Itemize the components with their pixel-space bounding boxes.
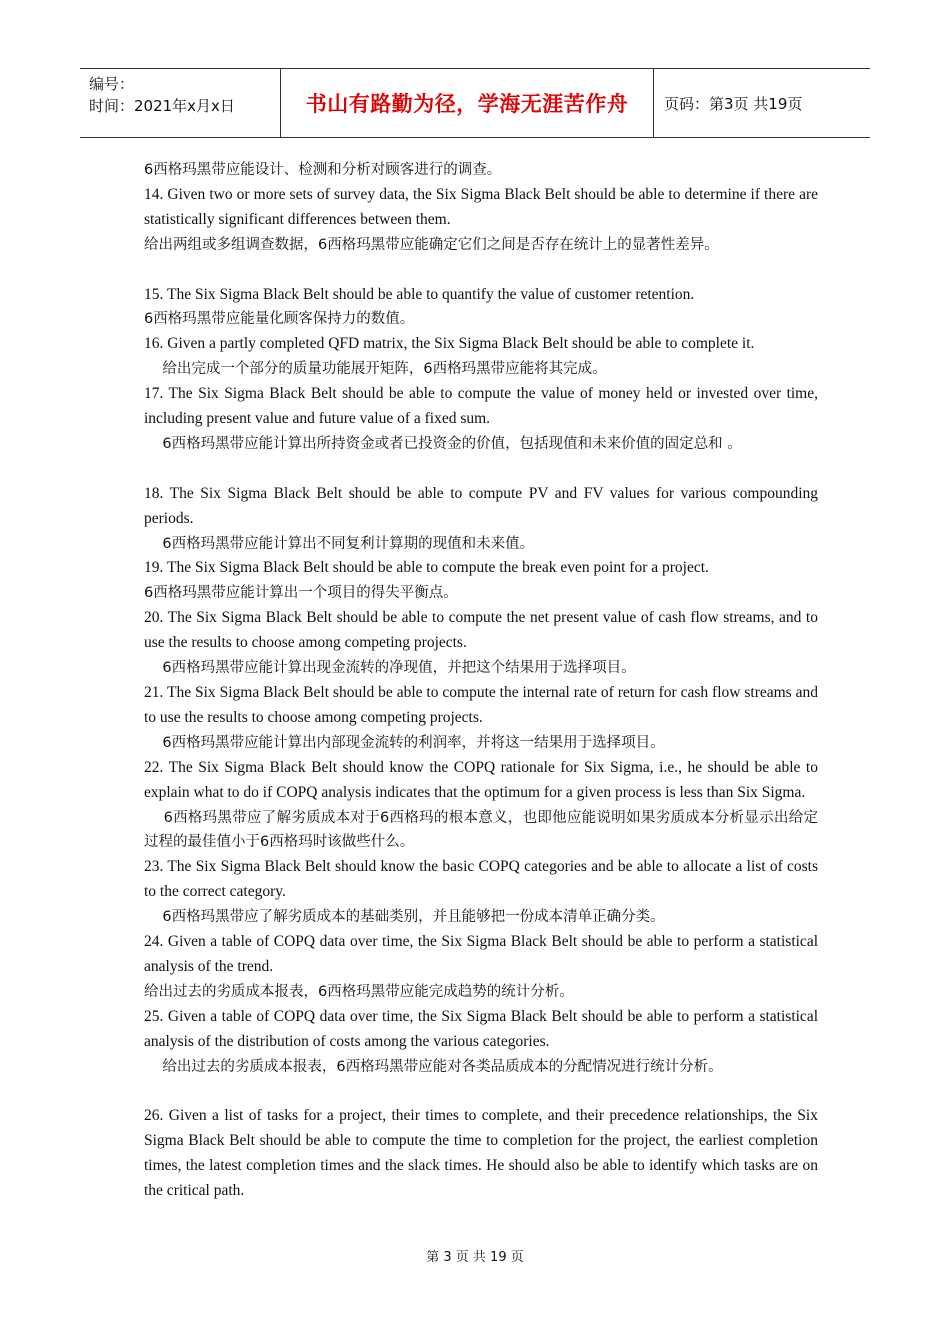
paragraph-chinese: 6西格玛黑带应能计算出不同复利计算期的现值和未来值。 — [144, 535, 535, 552]
paragraph-english: 21. The Six Sigma Black Belt should be able to compute the internal rate of return for cash flow streams and to use the results to choose among competing projects. — [144, 684, 818, 726]
paragraph-english: 22. The Six Sigma Black Belt should know the COPQ rationale for Six Sigma, i.e., he should be able to explain what to do if COPQ analysis indicates that the optimum for a given process is less than Six Sigma. — [144, 758, 818, 801]
paragraph-chinese: 给出两组或多组调查数据，6西格玛黑带应能确定它们之间是否存在统计上的显著性差异。 — [144, 236, 719, 253]
paragraph-english: 18. The Six Sigma Black Belt should be able to compute PV and FV values for various compounding periods. — [144, 484, 818, 527]
paragraph-english: 15. The Six Sigma Black Belt should be able to quantify the value of customer retention. — [144, 285, 695, 303]
paragraph-chinese: 给出完成一个部分的质量功能展开矩阵，6西格玛黑带应能将其完成。 — [144, 361, 607, 378]
paragraph-chinese: 6西格玛黑带应能量化顾客保持力的数值。 — [144, 311, 415, 328]
paragraph-english: 14. Given two or more sets of survey data, the Six Sigma Black Belt should be able to determine if there are statistically significant differences between them. — [144, 185, 818, 228]
paragraph-chinese: 给出过去的劣质成本报表，6西格玛黑带应能完成趋势的统计分析。 — [144, 983, 574, 1000]
doc-time-label: 时间：2021年x月x日 — [89, 97, 235, 115]
paragraph-english: 26. Given a list of tasks for a project, their times to complete, and their precedence relationships, the Six Sigma Black Belt should be able to compute the time to completion for the project, the earliest completion times, the latest completion times and the slack times. He should also be able to identify which tasks are on the critical path. — [144, 1107, 818, 1200]
paragraph-english: 20. The Six Sigma Black Belt should be able to compute the net present value of cash flow streams, and to use the results to choose among competing projects. — [144, 609, 818, 652]
doc-number-label: 编号： — [89, 75, 135, 93]
paragraph-chinese: 6西格玛黑带应能设计、检测和分析对顾客进行的调查。 — [144, 162, 502, 178]
paragraph-chinese: 6西格玛黑带应能计算出所持资金或者已投资金的价值，包括现值和未来价值的固定总和 。 — [144, 435, 742, 452]
header-motto: 书山有路勤为径，学海无涯苦作舟 — [281, 69, 654, 137]
paragraph-english: 24. Given a table of COPQ data over time, the Six Sigma Black Belt should be able to perform a statistical analysis of the trend. — [144, 933, 818, 975]
paragraph-chinese: 给出过去的劣质成本报表，6西格玛黑带应能对各类品质成本的分配情况进行统计分析。 — [144, 1058, 723, 1075]
paragraph-english: 17. The Six Sigma Black Belt should be able to compute the value of money held or invested over time, including present value and future value of a fixed sum. — [144, 385, 818, 428]
page-header — [80, 68, 870, 138]
document-body — [144, 158, 818, 1204]
paragraph-english: 23. The Six Sigma Black Belt should know the basic COPQ categories and be able to allocate a list of costs to the correct category. — [144, 858, 818, 901]
paragraph-chinese: 6西格玛黑带应能计算出内部现金流转的利润率，并将这一结果用于选择项目。 — [144, 734, 665, 751]
paragraph-english: 16. Given a partly completed QFD matrix, the Six Sigma Black Belt should be able to complete it. — [144, 335, 755, 353]
paragraph-chinese: 6西格玛黑带应能计算出一个项目的得失平衡点。 — [144, 585, 458, 602]
blank-line — [144, 457, 818, 482]
paragraph-english: 25. Given a table of COPQ data over time, the Six Sigma Black Belt should be able to perform a statistical analysis of the distribution of costs among the various categories. — [144, 1007, 818, 1050]
paragraph-chinese: 6西格玛黑带应了解劣质成本的基础类别，并且能够把一份成本清单正确分类。 — [144, 909, 665, 926]
paragraph-english: 19. The Six Sigma Black Belt should be able to compute the break even point for a project. — [144, 559, 709, 577]
blank-line — [144, 258, 818, 283]
header-page-number: 页码：第3页 共19页 — [664, 94, 803, 113]
blank-line — [144, 1080, 818, 1105]
paragraph-chinese: 6西格玛黑带应能计算出现金流转的净现值，并把这个结果用于选择项目。 — [144, 660, 636, 677]
paragraph-chinese: 6西格玛黑带应了解劣质成本对于6西格玛的根本意义，也即他应能说明如果劣质成本分析显示出给定过程的最佳值小于6西格玛时该做些什么。 — [144, 809, 818, 851]
page-footer: 第 3 页 共 19 页 — [426, 1250, 524, 1265]
header-meta — [80, 69, 281, 137]
